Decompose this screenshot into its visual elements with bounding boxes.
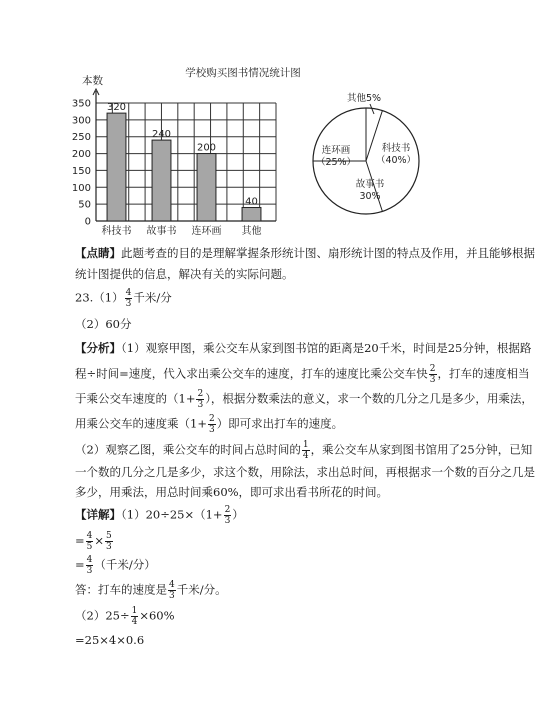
fenxi-2-fraction [429, 364, 437, 385]
dianjing-tag: 【点睛】 [75, 246, 121, 260]
xj-text-4b: 千米/分。 [176, 582, 227, 597]
fenxi-3-den: 3 [197, 400, 204, 410]
fenxi-text-4a: 用乘公交车的速度乘（1+ [75, 416, 207, 431]
xj-text-4a: 答：打车的速度是 [75, 582, 167, 597]
xj-2-den-1: 5 [86, 542, 93, 552]
fenxi-text-1: （1）观察甲图，乘公交车从家到图书馆的距离是20千米，时间是25分钟，根据路 [121, 341, 532, 355]
pie-chart [313, 92, 419, 214]
y-tick-label: 350 [71, 98, 91, 110]
q23-fraction [125, 288, 133, 309]
x-tick-label: 科技书 [101, 226, 132, 237]
y-tick-label: 0 [84, 216, 91, 228]
q23-answer-2 [75, 316, 131, 332]
q23-answer-1 [75, 288, 172, 309]
dianjing-text-1: 此题考查的目的是理解掌握条形统计图、扇形统计图的特点及作用，并且能够根据 [121, 246, 535, 260]
pie-slice-percent: （25%） [315, 157, 357, 168]
fenxi-line-7 [75, 484, 388, 500]
fenxi-text-6: 一个数的几分之几是多少，求这个数，用除法，求出总时间，再根据求一个数的百分之几是 [75, 465, 535, 479]
xj-1-fraction [224, 505, 232, 526]
fenxi-tag: 【分析】 [75, 341, 121, 355]
y-tick-label: 200 [71, 149, 91, 161]
fenxi-4-num: 2 [208, 414, 215, 424]
y-tick-label: 150 [71, 165, 91, 177]
xj-3-fraction [86, 555, 94, 576]
xiangjie-tag: 【详解】 [75, 507, 121, 522]
bar-value-label: 240 [151, 129, 172, 141]
bar-value-label: 40 [245, 196, 258, 208]
fenxi-line-4 [75, 414, 343, 435]
x-tick-label: 其他 [241, 226, 262, 237]
fenxi-5-num: 1 [302, 440, 309, 450]
bar [197, 154, 216, 221]
fenxi-2-den: 3 [429, 375, 436, 385]
q23-frac-num: 4 [125, 288, 132, 298]
pie-slice-label: 科技书 [381, 143, 411, 154]
y-tick-label: 300 [71, 115, 91, 127]
q23-frac-den: 3 [125, 299, 132, 309]
xj-text-3a: = [75, 557, 85, 572]
q23-number: 23.（1） [75, 290, 124, 305]
y-axis-label: 本数 [82, 75, 103, 87]
fenxi-text-5b: ，乘公交车从家到图书馆用了25分钟，已知 [310, 442, 533, 457]
xj-3-num: 4 [86, 555, 93, 565]
xj-2-num-2: 5 [106, 531, 112, 541]
y-tick-label: 50 [78, 199, 91, 211]
xj-text-6: =25×4×0.6 [75, 633, 145, 647]
xj-text-5b: ×60% [139, 608, 175, 623]
fenxi-line-6 [75, 464, 535, 480]
dianjing-line-1 [75, 245, 535, 261]
xj-5-num: 1 [131, 606, 138, 616]
fenxi-text-2b: ，打车的速度相当 [437, 366, 530, 381]
fenxi-text-4b: ）即可求出打车的速度。 [216, 416, 344, 431]
bar [152, 140, 171, 221]
xj-text-2a: = [75, 533, 85, 548]
bar [107, 113, 126, 221]
q23-unit: 千米/分 [133, 290, 172, 305]
fenxi-5-fraction [302, 440, 310, 461]
statistics-figure [0, 0, 500, 245]
xiangjie-line-5 [75, 606, 175, 627]
dianjing-text-2: 统计图提供的信息，解决有关的实际问题。 [75, 267, 294, 281]
xiangjie-line-1 [75, 505, 244, 526]
xiangjie-line-2 [75, 531, 114, 552]
fenxi-2-num: 2 [429, 364, 436, 374]
chart-title: 学校购买图书情况统计图 [185, 67, 301, 79]
fenxi-5-den: 4 [302, 451, 309, 461]
x-tick-label: 连环画 [191, 226, 222, 237]
xj-4-den: 3 [169, 591, 175, 601]
q23-answer-2-text: （2）60分 [75, 317, 132, 331]
xj-2-fraction-1 [86, 531, 94, 552]
xj-text-2b: × [94, 533, 105, 548]
xj-text-1b: ） [232, 507, 244, 522]
x-tick-label: 故事书 [146, 226, 177, 237]
xj-text-1a: （1）20÷25×（1+ [121, 507, 223, 522]
xj-1-num: 2 [224, 505, 231, 515]
bar-value-label: 200 [196, 142, 217, 154]
xj-4-num: 4 [169, 580, 175, 590]
y-tick-label: 100 [71, 182, 91, 194]
fenxi-line-5 [75, 440, 532, 461]
xj-5-den: 4 [131, 617, 138, 627]
fenxi-3-num: 2 [197, 389, 204, 399]
fenxi-text-2a: 程÷时间=速度，代入求出乘公交车的速度，打车的速度比乘公交车快 [75, 366, 428, 381]
pie-slice-percent: 30% [359, 191, 381, 202]
xj-2-den-2: 3 [106, 542, 112, 552]
xiangjie-line-3 [75, 555, 156, 576]
fenxi-text-5a: （2）观察乙图，乘公交车的时间占总时间的 [75, 442, 301, 457]
xj-4-fraction [168, 580, 176, 601]
pie-slice-label: 故事书 [355, 179, 385, 190]
xj-text-3b: （千米/分） [94, 557, 156, 572]
fenxi-line-2 [75, 364, 530, 385]
bar-chart [72, 66, 301, 237]
fenxi-text-3a: 于乘公交车速度的（1+ [75, 391, 196, 406]
xiangjie-line-4 [75, 580, 227, 601]
xiangjie-line-6 [75, 632, 144, 648]
fenxi-text-7: 多少，用乘法，用总时间乘60%，即可求出看书所花的时间。 [75, 485, 389, 499]
dianjing-line-2 [75, 266, 294, 282]
pie-slice-label: 连环画 [321, 145, 351, 156]
y-tick-label: 250 [71, 132, 91, 144]
xj-2-num-1: 4 [86, 531, 93, 541]
xj-2-fraction-2 [105, 531, 113, 552]
fenxi-3-fraction [196, 389, 204, 410]
bar-value-label: 320 [106, 102, 127, 114]
xj-3-den: 3 [86, 566, 93, 576]
fenxi-text-3b: ），根据分数乘法的意义，求一个数的几分之几是多少，用乘法， [205, 391, 533, 406]
pie-slice-percent: （40%） [375, 155, 417, 166]
fenxi-4-fraction [208, 414, 216, 435]
fenxi-line-3 [75, 389, 533, 410]
xj-1-den: 3 [224, 516, 231, 526]
bar [242, 208, 261, 221]
fenxi-line-1 [75, 340, 531, 356]
xj-text-5a: （2）25÷ [75, 608, 130, 623]
xj-5-fraction [131, 606, 139, 627]
pie-other-label: 其他5% [346, 93, 382, 104]
fenxi-4-den: 3 [208, 425, 215, 435]
